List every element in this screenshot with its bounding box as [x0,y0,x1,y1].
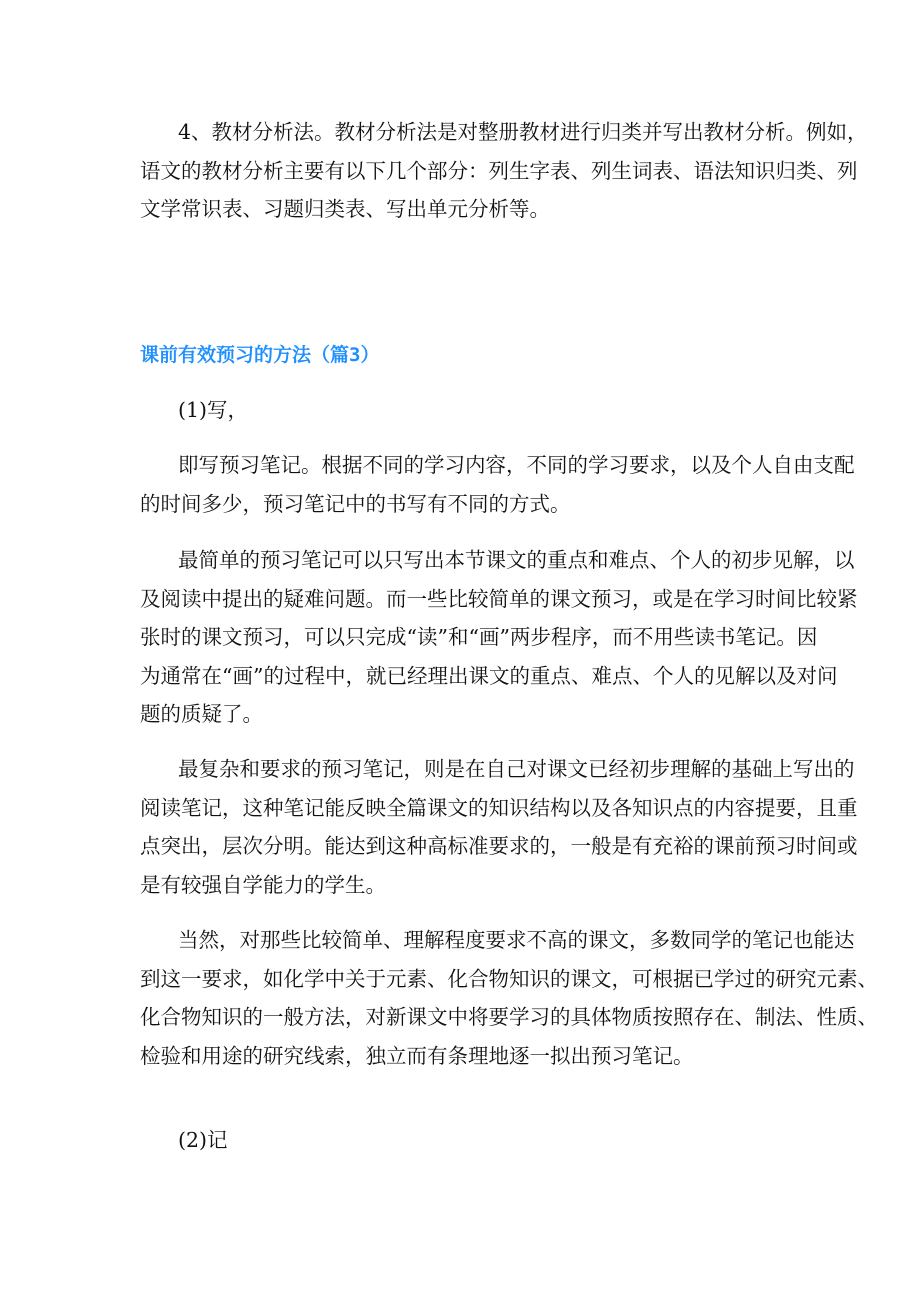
paragraph [140,446,855,523]
text-line: 是有较强自学能力的学生。 [140,872,386,897]
text-line: 即写预习笔记。根据不同的学习内容，不同的学习要求，以及个人自由支配 [178,453,855,477]
text-line: 到这一要求，如化学中关于元素、化合物知识的课文，可根据已学过的研究元素、 [140,966,878,991]
text-line: 化合物知识的一般方法，对新课文中将要学习的具体物质按照存在、制法、性质、 [140,1005,878,1029]
item-2-label [140,1121,800,1160]
text-line: 为通常在“画”的过程中，就已经理出课文的重点、难点、个人的见解以及对问 [140,663,838,688]
text-line: 最简单的预习笔记可以只写出本节课文的重点和难点、个人的初步见解，以 [178,548,855,572]
text-line: 题的质疑了。 [140,702,263,726]
text-line: 的时间多少，预习笔记中的书写有不同的方式。 [140,491,571,516]
paragraph [140,541,858,734]
text-line: (1)写， [178,398,249,422]
section-heading: 课前有效预习的方法（篇3） [140,344,380,366]
text-line: 文学常识表、习题归类表、写出单元分析等。 [140,197,550,221]
text-line: 当然，对那些比较简单、理解程度要求不高的课文，多数同学的笔记也能达 [178,928,855,952]
paragraph [140,921,878,1075]
text-line: (2)记 [178,1128,228,1152]
item-1-label [140,391,800,430]
text-line: 最复杂和要求的预习笔记，则是在自己对课文已经初步理解的基础上写出的 [178,757,855,781]
paragraph [140,750,858,904]
text-line: 点突出，层次分明。能达到这种高标准要求的，一般是有充裕的课前预习时间或 [140,834,858,858]
text-line: 张时的课文预习，可以只完成“读”和“画”两步程序，而不用些读书笔记。因 [140,625,818,649]
text-line: 4、教材分析法。教材分析法是对整册教材进行归类并写出教材分析。例如， [178,120,868,144]
text-line: 语文的教材分析主要有以下几个部分：列生字表、列生词表、语法知识归类、列 [140,158,858,183]
text-line: 阅读笔记，这种笔记能反映全篇课文的知识结构以及各知识点的内容提要，且重 [140,795,858,820]
text-line: 及阅读中提出的疑难问题。而一些比较简单的课文预习，或是在学习时间比较紧 [140,586,858,611]
paragraph-textbook-analysis [140,113,868,229]
text-line: 检验和用途的研究线索，独立而有条理地逐一拟出预习笔记。 [140,1043,694,1068]
